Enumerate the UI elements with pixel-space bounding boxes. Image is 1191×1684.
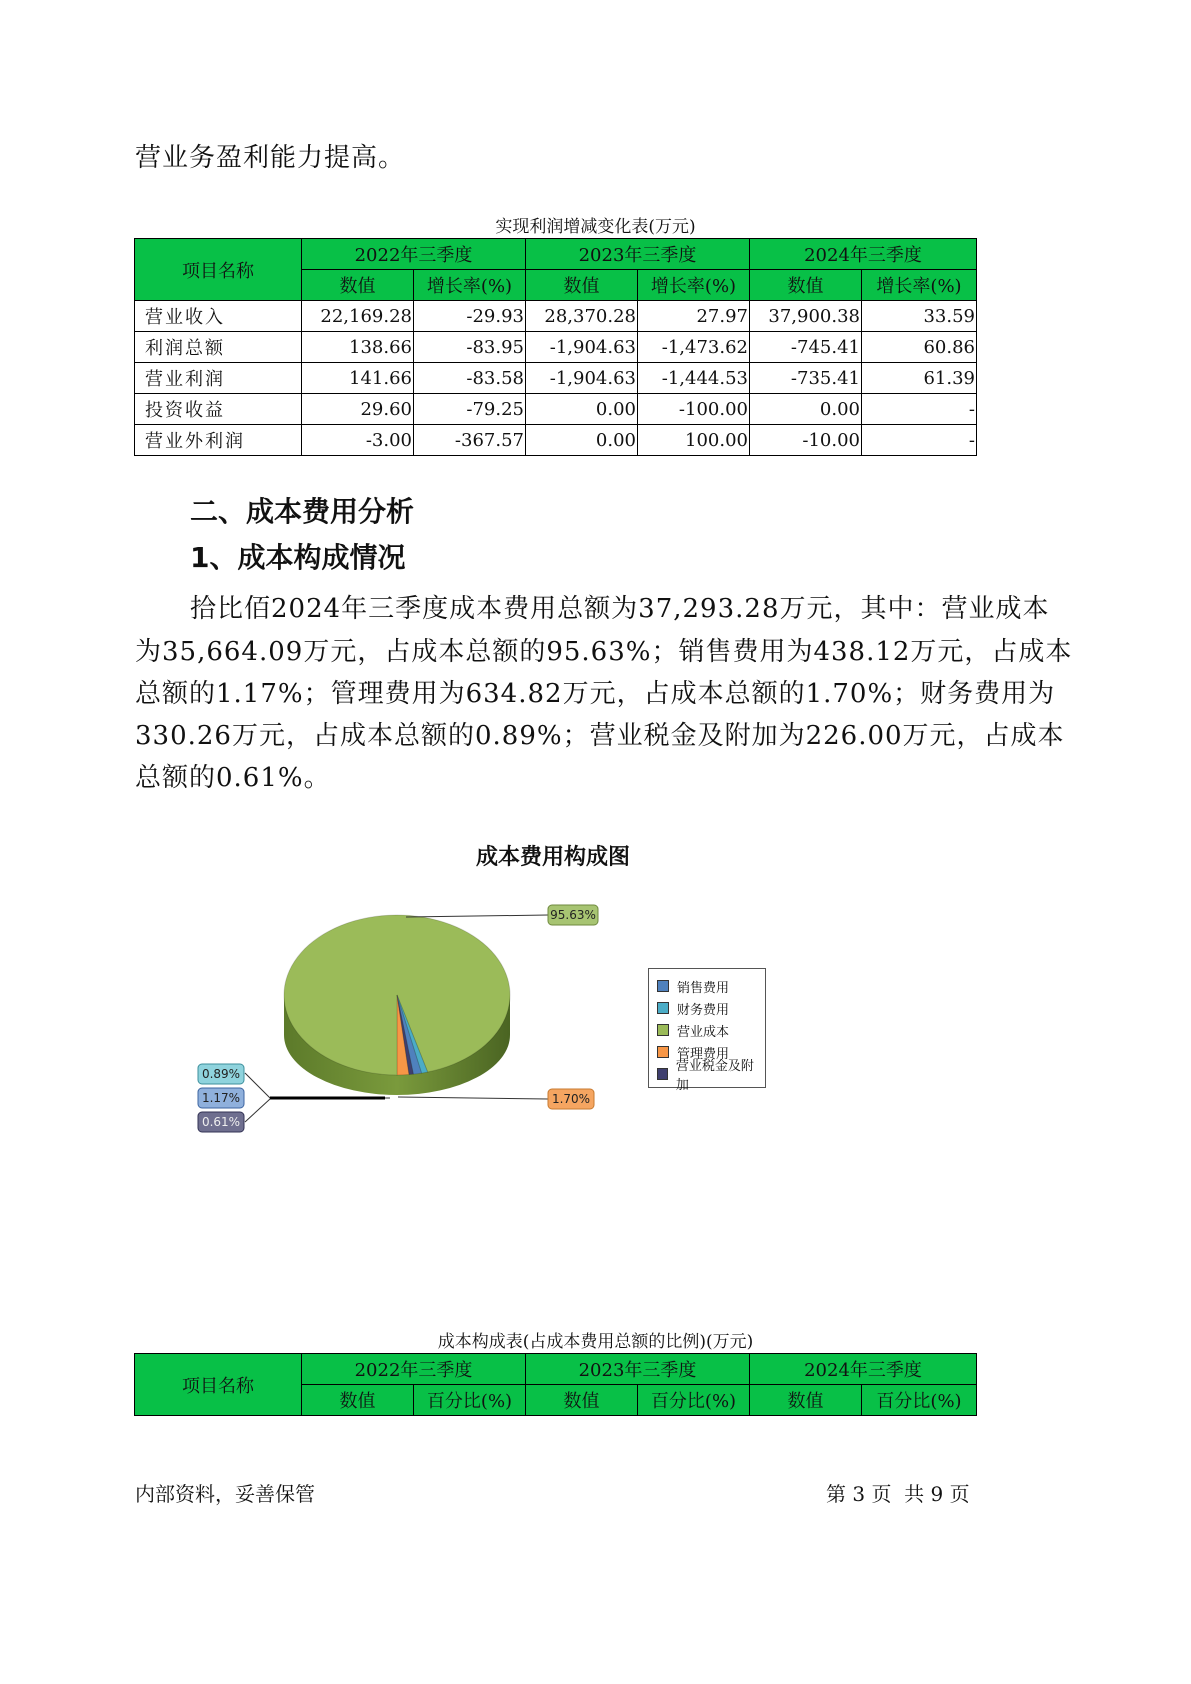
legend-label: 营业成本 xyxy=(677,1024,730,1040)
label-tax-surcharge: 0.61% xyxy=(201,1115,241,1129)
legend-swatch xyxy=(657,1068,668,1080)
cell: -83.58 xyxy=(414,363,526,394)
leader-line xyxy=(245,1099,384,1122)
cell: 22,169.28 xyxy=(302,301,414,332)
cell: 60.86 xyxy=(862,332,977,363)
chart-title: 成本费用构成图 xyxy=(475,845,630,870)
leader-line xyxy=(406,915,548,917)
cell: -100.00 xyxy=(638,394,750,425)
profit-change-table xyxy=(134,238,977,456)
subheader-percent: 百分比(%) xyxy=(638,1385,750,1416)
subheader-value: 数值 xyxy=(302,1385,414,1416)
subheader-value: 数值 xyxy=(750,270,862,301)
legend-item xyxy=(657,997,757,1019)
header-period: 2022年三季度 xyxy=(302,239,526,270)
section-heading: 二、成本费用分析 xyxy=(190,495,415,528)
row-name: 营业外利润 xyxy=(135,425,302,456)
legend-label: 财务费用 xyxy=(677,1002,730,1018)
table-row xyxy=(135,363,977,394)
table-row xyxy=(135,301,977,332)
cell: -735.41 xyxy=(750,363,862,394)
cell: 141.66 xyxy=(302,363,414,394)
legend-item xyxy=(657,1059,757,1093)
header-item-name: 项目名称 xyxy=(135,1354,302,1416)
legend-swatch xyxy=(657,980,669,992)
legend-item xyxy=(657,1019,757,1041)
cell: 33.59 xyxy=(862,301,977,332)
header-period: 2023年三季度 xyxy=(526,1354,750,1385)
label-admin-expense: 1.70% xyxy=(551,1092,591,1106)
paragraph-line: 为35,664.09万元，占成本总额的95.63%；销售费用为438.12万元，占成本 xyxy=(135,637,1073,667)
legend-label: 销售费用 xyxy=(677,980,730,996)
cell: 138.66 xyxy=(302,332,414,363)
cell: 27.97 xyxy=(638,301,750,332)
chart-legend xyxy=(648,968,766,1093)
cell: 28,370.28 xyxy=(526,301,638,332)
cell: -1,473.62 xyxy=(638,332,750,363)
legend-label: 管理费用 xyxy=(677,1046,730,1062)
intro-line: 营业务盈利能力提高。 xyxy=(135,143,406,173)
header-period: 2024年三季度 xyxy=(750,239,977,270)
cell: -83.95 xyxy=(414,332,526,363)
header-period: 2024年三季度 xyxy=(750,1354,977,1385)
cell: 61.39 xyxy=(862,363,977,394)
cost-structure-table xyxy=(134,1353,977,1416)
table-row xyxy=(135,332,977,363)
cell: 0.00 xyxy=(526,394,638,425)
paragraph-line: 330.26万元，占成本总额的0.89%；营业税金及附加为226.00万元，占成本 xyxy=(135,721,1065,751)
table2-caption: 成本构成表(占成本费用总额的比例)(万元) xyxy=(437,1332,754,1352)
cell: 100.00 xyxy=(638,425,750,456)
label-operating-cost: 95.63% xyxy=(550,908,596,922)
legend-label: 营业税金及附加 xyxy=(675,1059,754,1093)
cell: -1,904.63 xyxy=(526,363,638,394)
cell: -1,444.53 xyxy=(638,363,750,394)
subheader-percent: 百分比(%) xyxy=(414,1385,526,1416)
row-name: 投资收益 xyxy=(135,394,302,425)
paragraph-line: 拾比佰2024年三季度成本费用总额为37,293.28万元，其中：营业成本 xyxy=(190,594,1050,624)
subsection-heading: 1、成本构成情况 xyxy=(190,541,406,574)
cell: - xyxy=(862,425,977,456)
row-name: 营业收入 xyxy=(135,301,302,332)
cell: -367.57 xyxy=(414,425,526,456)
leader-line xyxy=(398,1097,548,1099)
table1-caption: 实现利润增减变化表(万元) xyxy=(495,217,696,237)
table-row xyxy=(135,394,977,425)
header-period: 2022年三季度 xyxy=(302,1354,526,1385)
cell: -1,904.63 xyxy=(526,332,638,363)
cell: 29.60 xyxy=(302,394,414,425)
paragraph-line: 总额的1.17%；管理费用为634.82万元，占成本总额的1.70%；财务费用为 xyxy=(135,679,1056,709)
cell: -3.00 xyxy=(302,425,414,456)
table-row xyxy=(135,425,977,456)
subheader-value: 数值 xyxy=(526,270,638,301)
subheader-growth: 增长率(%) xyxy=(638,270,750,301)
row-name: 利润总额 xyxy=(135,332,302,363)
legend-item xyxy=(657,975,757,997)
cell: - xyxy=(862,394,977,425)
legend-swatch xyxy=(657,1002,669,1014)
subheader-growth: 增长率(%) xyxy=(414,270,526,301)
label-finance-expense: 0.89% xyxy=(201,1067,241,1081)
label-sales-expense: 1.17% xyxy=(201,1091,241,1105)
subheader-percent: 百分比(%) xyxy=(862,1385,977,1416)
cell: 37,900.38 xyxy=(750,301,862,332)
legend-swatch xyxy=(657,1046,669,1058)
cell: -29.93 xyxy=(414,301,526,332)
legend-swatch xyxy=(657,1024,669,1036)
subheader-growth: 增长率(%) xyxy=(862,270,977,301)
cell: -745.41 xyxy=(750,332,862,363)
footer-note: 内部资料，妥善保管 xyxy=(135,1482,315,1506)
cell: 0.00 xyxy=(526,425,638,456)
cell: -79.25 xyxy=(414,394,526,425)
page-number: 第 3 页 共 9 页 xyxy=(826,1482,970,1506)
cell: 0.00 xyxy=(750,394,862,425)
cell: -10.00 xyxy=(750,425,862,456)
paragraph-line: 总额的0.61%。 xyxy=(135,763,331,793)
header-period: 2023年三季度 xyxy=(526,239,750,270)
row-name: 营业利润 xyxy=(135,363,302,394)
subheader-value: 数值 xyxy=(526,1385,638,1416)
header-item-name: 项目名称 xyxy=(135,239,302,301)
subheader-value: 数值 xyxy=(750,1385,862,1416)
subheader-value: 数值 xyxy=(302,270,414,301)
